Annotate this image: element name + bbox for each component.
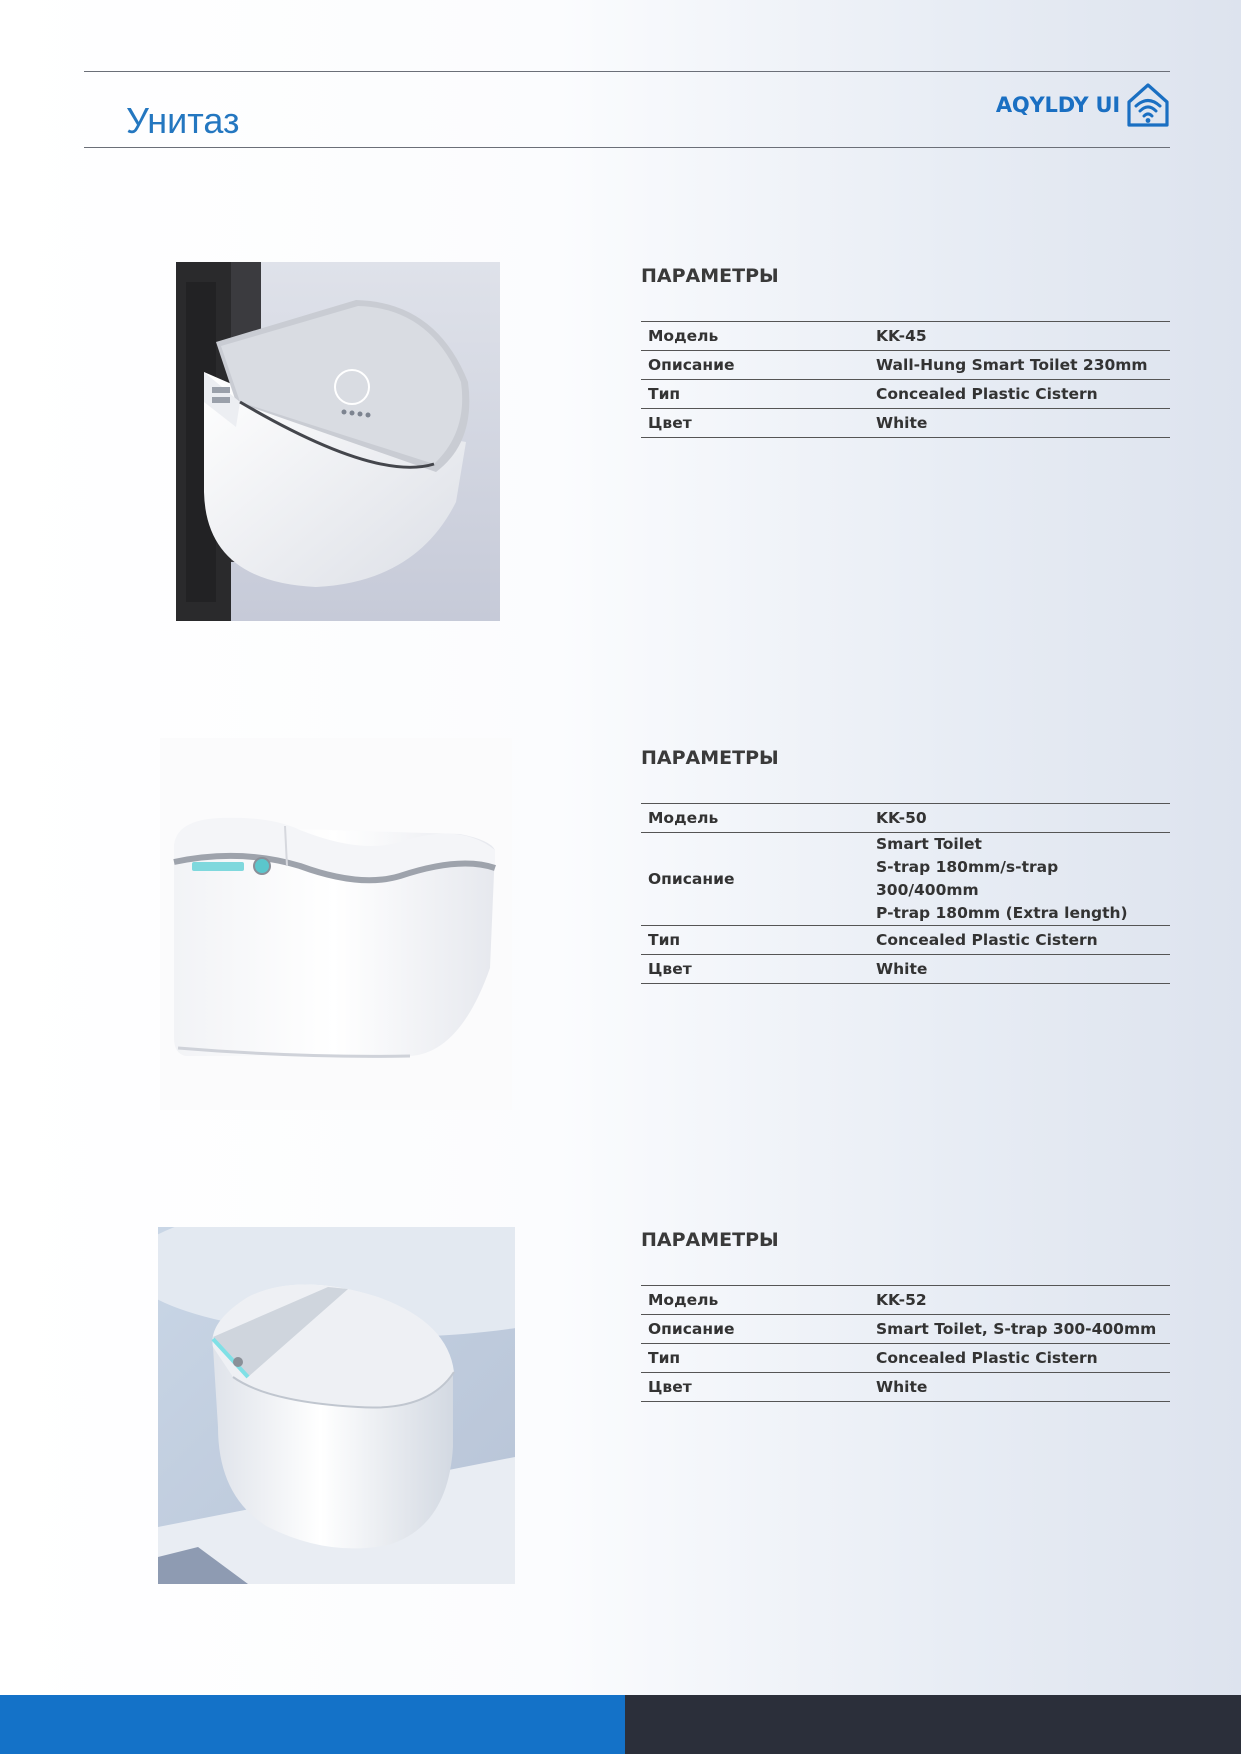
- params-title-1: ПАРАМЕТРЫ: [641, 265, 779, 287]
- product-image-kk-45: [176, 262, 500, 621]
- param-value-multiline: [869, 833, 1170, 926]
- param-label: Цвет: [641, 409, 869, 438]
- product-image-kk-52: [158, 1227, 515, 1584]
- footer-blue-band: [0, 1695, 625, 1754]
- footer-dark-band: [625, 1695, 1241, 1754]
- param-value: White: [869, 409, 1170, 438]
- param-value: Concealed Plastic Cistern: [869, 380, 1170, 409]
- brand-logo: [996, 82, 1170, 128]
- page-title: Унитаз: [126, 100, 240, 141]
- param-value-line: Smart Toilet: [876, 835, 982, 853]
- params-table-1: [641, 321, 1170, 438]
- table-row: [641, 380, 1170, 409]
- param-label: Описание: [641, 833, 869, 926]
- smart-home-wifi-icon: [1126, 82, 1170, 128]
- table-row: [641, 1344, 1170, 1373]
- param-value-line: S-trap 180mm/s-trap 300/400mm: [876, 858, 1059, 899]
- param-label: Тип: [641, 1344, 869, 1373]
- param-value: Smart Toilet, S-trap 300-400mm: [869, 1315, 1170, 1344]
- param-label: Цвет: [641, 1373, 869, 1402]
- param-label: Тип: [641, 380, 869, 409]
- param-label: Описание: [641, 351, 869, 380]
- table-row: [641, 322, 1170, 351]
- param-value: KK-50: [869, 804, 1170, 833]
- params-title-3: ПАРАМЕТРЫ: [641, 1229, 779, 1251]
- param-label: Цвет: [641, 955, 869, 984]
- table-row: [641, 409, 1170, 438]
- table-row: [641, 351, 1170, 380]
- product-image-kk-50: [160, 738, 512, 1110]
- params-title-2: ПАРАМЕТРЫ: [641, 747, 779, 769]
- param-value: White: [869, 955, 1170, 984]
- table-row: [641, 926, 1170, 955]
- header-top-rule: [84, 71, 1170, 72]
- param-label: Описание: [641, 1315, 869, 1344]
- brand-name: AQYLDY UI: [995, 93, 1120, 117]
- table-row: [641, 1286, 1170, 1315]
- param-value: Wall-Hung Smart Toilet 230mm: [869, 351, 1170, 380]
- table-row: [641, 1315, 1170, 1344]
- params-table-3: [641, 1285, 1170, 1402]
- param-label: Тип: [641, 926, 869, 955]
- param-value: White: [869, 1373, 1170, 1402]
- table-row: [641, 833, 1170, 926]
- param-value: Concealed Plastic Cistern: [869, 1344, 1170, 1373]
- table-row: [641, 804, 1170, 833]
- param-value: KK-52: [869, 1286, 1170, 1315]
- param-value: Concealed Plastic Cistern: [869, 926, 1170, 955]
- table-row: [641, 1373, 1170, 1402]
- param-value-line: P-trap 180mm (Extra length): [876, 904, 1128, 922]
- params-table-2: [641, 803, 1170, 984]
- param-label: Модель: [641, 322, 869, 351]
- param-label: Модель: [641, 1286, 869, 1315]
- table-row: [641, 955, 1170, 984]
- param-label: Модель: [641, 804, 869, 833]
- header-bottom-rule: [84, 147, 1170, 148]
- param-value: KK-45: [869, 322, 1170, 351]
